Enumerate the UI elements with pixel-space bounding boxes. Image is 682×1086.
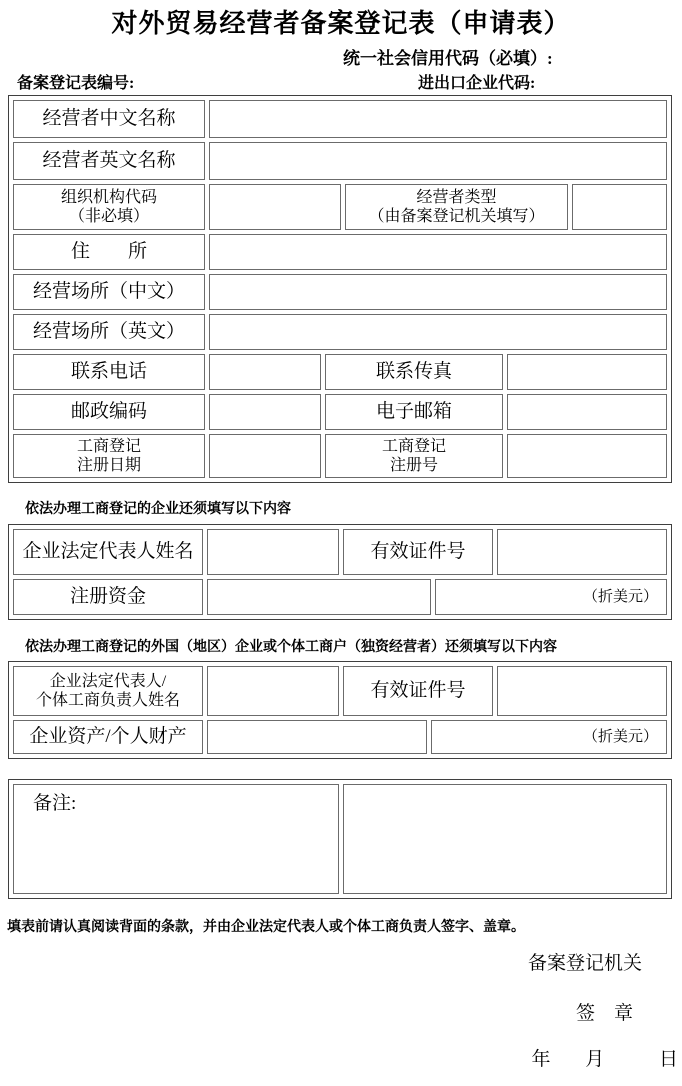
reg-capital-usd-cell: [435, 579, 667, 615]
operator-en-value-cell: [209, 142, 667, 180]
operator-cn-label: 经营者中文名称: [42, 107, 176, 129]
postcode-label: 邮政编码: [70, 400, 147, 422]
id-no-2-label: 有效证件号: [370, 680, 466, 702]
credit-code-label: 统一社会信用代码（必填）:: [343, 48, 553, 68]
reg-capital-usd-note: （折美元）: [582, 589, 658, 606]
reg-no-label-line2: 注册号: [389, 457, 438, 475]
table-row-remarks: [13, 784, 667, 894]
fax-label-cell: [325, 354, 503, 390]
assets-label-cell: [13, 720, 203, 754]
premises-cn-value-cell: [209, 274, 667, 310]
import-export-code-label: 进出口企业代码:: [418, 75, 536, 93]
org-code-label-cell: [13, 184, 205, 230]
premises-en-label: 经营场所（英文）: [32, 320, 185, 342]
section2-heading: 依法办理工商登记的外国（地区）企业或个体工商户（独资经营者）还须填写以下内容: [25, 638, 557, 655]
premises-cn-label: 经营场所（中文）: [32, 280, 185, 302]
form-page: [0, 8, 682, 1086]
meta-line: [0, 70, 682, 91]
operator-en-label: 经营者英文名称: [42, 149, 176, 171]
operator-en-label-cell: [13, 142, 205, 180]
table-row-org-code: [13, 184, 667, 230]
id-no-value-cell: [497, 529, 667, 575]
assets-value-cell: [207, 720, 427, 754]
fax-label: 联系传真: [375, 360, 452, 382]
table-row-registration: [13, 434, 667, 478]
fax-value-cell: [507, 354, 667, 390]
operator-cn-value-cell: [209, 100, 667, 138]
reg-date-value-cell: [209, 434, 321, 478]
date-line: [0, 1048, 682, 1072]
operator-type-label-cell: [345, 184, 568, 230]
email-label-cell: [325, 394, 503, 430]
address-value-cell: [209, 234, 667, 270]
legal-rep-2-label-cell: [13, 666, 203, 716]
section2-table: [8, 661, 672, 759]
org-code-label-line2: （非必填）: [68, 208, 149, 226]
table-row-premises-en: [13, 314, 667, 350]
premises-cn-label-cell: [13, 274, 205, 310]
day-label: 日: [658, 1049, 678, 1071]
address-label: 住 所: [70, 240, 147, 262]
table-row-legal-rep-2: [13, 666, 667, 716]
operator-type-label-line1: 经营者类型: [416, 188, 497, 206]
operator-type-value-cell: [572, 184, 667, 230]
table-row-operator-cn: [13, 100, 667, 138]
table-row-assets: [13, 720, 667, 754]
operator-cn-label-cell: [13, 100, 205, 138]
org-code-label-line1: 组织机构代码: [60, 188, 157, 206]
footer-note: 填表前请认真阅读背面的条款，并由企业法定代表人或个体工商负责人签字、盖章。: [7, 918, 525, 935]
org-code-value-cell: [209, 184, 341, 230]
operator-type-label-line2: （由备案登记机关填写）: [368, 208, 545, 226]
reg-date-label-cell: [13, 434, 205, 478]
legal-rep-value-cell: [207, 529, 339, 575]
reg-date-label-line1: 工商登记: [76, 437, 141, 455]
page-title: 对外贸易经营者备案登记表（申请表）: [111, 9, 571, 38]
remarks-label: 备注:: [33, 793, 77, 815]
phone-label: 联系电话: [70, 360, 147, 382]
assets-label: 企业资产/个人财产: [29, 726, 187, 748]
main-info-table: [8, 95, 672, 483]
table-row-premises-cn: [13, 274, 667, 310]
legal-rep-label: 企业法定代表人姓名: [22, 540, 194, 562]
section1-table: [8, 524, 672, 620]
id-no-2-label-cell: [343, 666, 493, 716]
section1-heading: 依法办理工商登记的企业还须填写以下内容: [25, 500, 291, 517]
table-row-phone-fax: [13, 354, 667, 390]
email-value-cell: [507, 394, 667, 430]
table-row-operator-en: [13, 142, 667, 180]
reg-no-label-line1: 工商登记: [381, 437, 446, 455]
premises-en-value-cell: [209, 314, 667, 350]
phone-value-cell: [209, 354, 321, 390]
remarks-table: [8, 779, 672, 899]
email-label: 电子邮箱: [375, 400, 452, 422]
table-row-reg-capital: [13, 579, 667, 615]
id-no-label-cell: [343, 529, 493, 575]
month-label: 月: [585, 1049, 605, 1071]
postcode-value-cell: [209, 394, 321, 430]
postcode-label-cell: [13, 394, 205, 430]
legal-rep-label-cell: [13, 529, 203, 575]
table-row-postcode-email: [13, 394, 667, 430]
reg-capital-label: 注册资金: [69, 585, 146, 607]
table-row-address: [13, 234, 667, 270]
legal-rep-2-label-line1: 企业法定代表人/: [49, 673, 167, 691]
remarks-value-cell: [343, 784, 667, 894]
assets-usd-cell: [431, 720, 667, 754]
year-label: 年: [531, 1049, 551, 1071]
assets-usd-note: （折美元）: [582, 729, 658, 746]
reg-no-value-cell: [507, 434, 667, 478]
remarks-label-cell: [13, 784, 339, 894]
reg-no-label-cell: [325, 434, 503, 478]
address-label-cell: [13, 234, 205, 270]
phone-label-cell: [13, 354, 205, 390]
legal-rep-2-value-cell: [207, 666, 339, 716]
reg-capital-label-cell: [13, 579, 203, 615]
reg-date-label-line2: 注册日期: [76, 457, 141, 475]
id-no-2-value-cell: [497, 666, 667, 716]
seal-label: 签 章: [575, 1003, 633, 1025]
form-number-label: 备案登记表编号:: [17, 75, 135, 93]
legal-rep-2-label-line2: 个体工商负责人姓名: [35, 692, 180, 710]
premises-en-label-cell: [13, 314, 205, 350]
id-no-label: 有效证件号: [370, 540, 466, 562]
reg-capital-value-cell: [207, 579, 431, 615]
registration-authority-label: 备案登记机关: [527, 952, 642, 974]
table-row-legal-rep: [13, 529, 667, 575]
